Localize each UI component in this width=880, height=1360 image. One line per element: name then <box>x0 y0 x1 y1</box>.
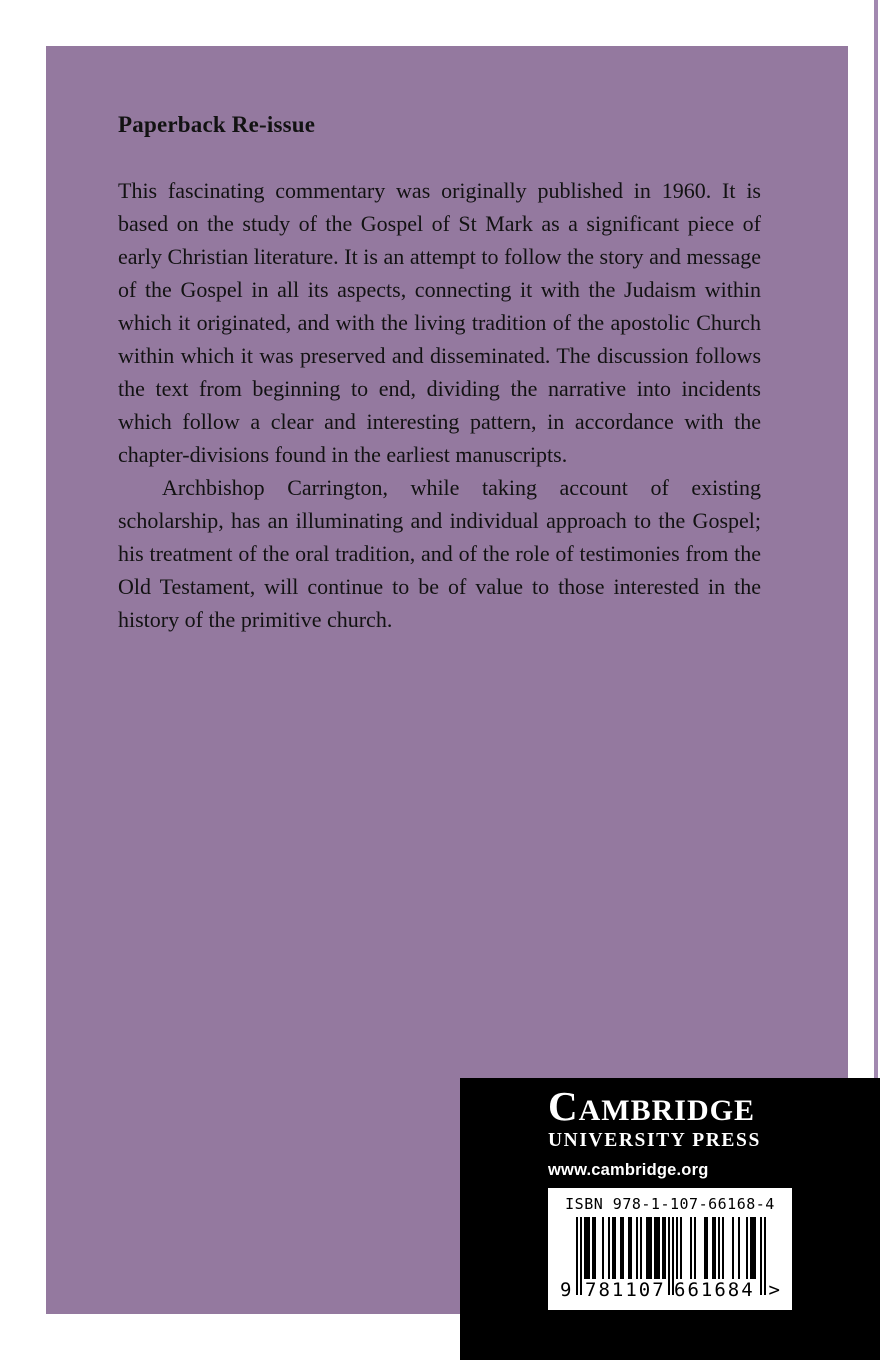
ean-barcode <box>560 1217 780 1299</box>
barcode-digit-group1: 781107 <box>585 1279 666 1301</box>
publisher-subtitle: UNIVERSITY PRESS <box>548 1130 761 1151</box>
barcode-quiet-zone-mark: > <box>768 1279 780 1301</box>
isbn-box <box>548 1188 792 1310</box>
blurb-paragraph-2: Archbishop Carrington, while taking account of existing scholarship, has an illuminating and individual approach to the Gospel; his treatment of the oral tradition, and of the role of testimonies from the Old Testament, will continue to be of value to those interested in the history of the primitive church. <box>118 475 761 632</box>
publisher-logo <box>548 1083 761 1180</box>
publisher-name: CAMBRIDGE <box>548 1083 755 1129</box>
publisher-website: www.cambridge.org <box>548 1161 709 1179</box>
barcode-digit-group2: 661684 <box>674 1279 755 1301</box>
blurb-paragraph-1: This fascinating commentary was originally published in 1960. It is based on the study of the Gospel of St Mark as a significant piece of early Christian literature. It is an attempt to follow the story and message of the Gospel in all its aspects, connecting it with the Judaism within which it originated, and with the living tradition of the apostolic Church within which it was preserved and disseminated. The discussion follows the text from beginning to end, dividing the narrative into incidents which follow a clear and interesting pattern, in accordance with the chapter-divisions found in the earliest manuscripts. <box>118 178 761 467</box>
barcode-digit-lead: 9 <box>560 1279 572 1301</box>
isbn-label: ISBN 978-1-107-66168-4 <box>565 1195 775 1213</box>
reissue-heading: Paperback Re-issue <box>118 112 316 137</box>
barcode-digits <box>560 1279 780 1301</box>
back-cover-blurb <box>118 112 761 636</box>
publisher-panel <box>460 1078 880 1360</box>
